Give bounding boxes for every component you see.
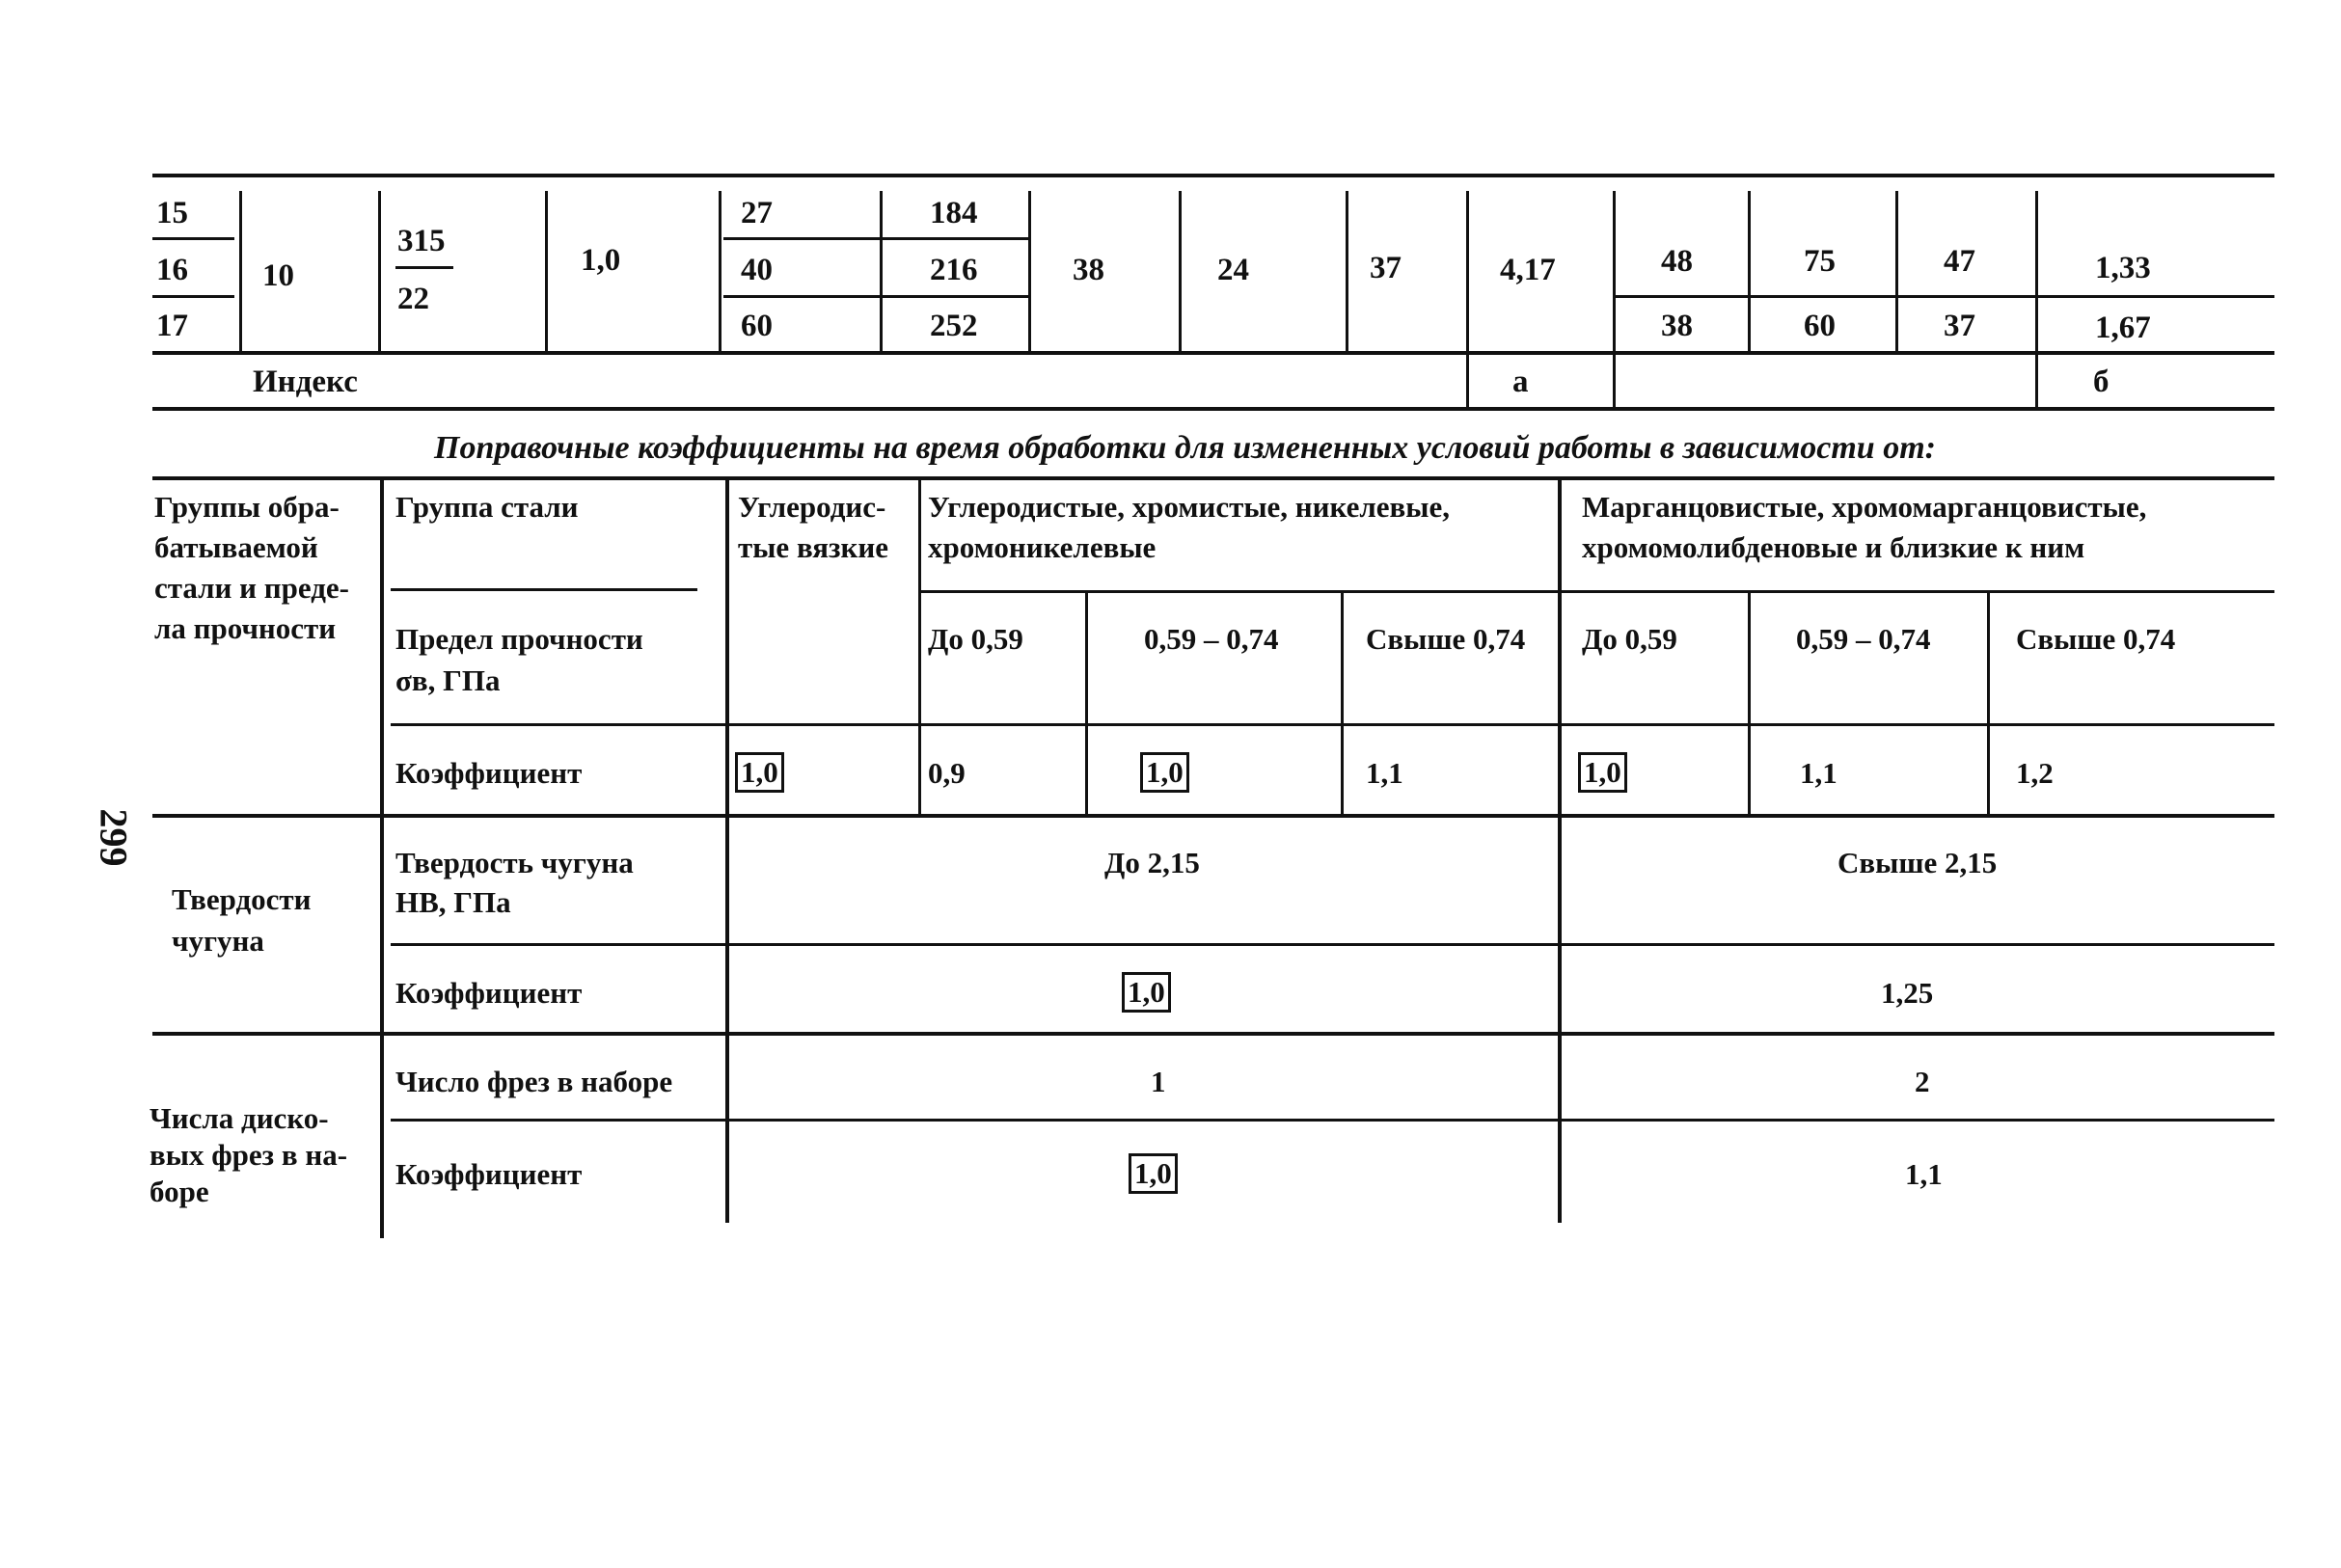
manganese-header-1: Марганцовистые, хромомарганцовистые, bbox=[1582, 490, 2147, 524]
range-6: Свыше 0,74 bbox=[2016, 622, 2176, 656]
cutter-label-3: боре bbox=[150, 1175, 209, 1208]
rule-index-bottom bbox=[152, 407, 2274, 411]
cutter-count-2: 2 bbox=[1915, 1065, 1930, 1098]
col56-sub-rule bbox=[723, 237, 1030, 240]
cutter-count-label: Число фрез в наборе bbox=[395, 1065, 673, 1098]
cell-col1-3: 17 bbox=[156, 309, 188, 343]
vrule bbox=[1987, 592, 1990, 814]
vrule bbox=[1085, 592, 1088, 814]
steel-coef-label: Коэффициент bbox=[395, 756, 583, 790]
rule-lower-top bbox=[152, 476, 2274, 480]
iron-coef-label: Коэффициент bbox=[395, 976, 583, 1010]
vrule bbox=[1179, 191, 1182, 351]
cutter-coef-1: 1,0 bbox=[1129, 1153, 1178, 1194]
cutter-label-1: Числа диско- bbox=[150, 1101, 329, 1135]
vrule bbox=[1466, 191, 1469, 409]
cell-col13-2: 37 bbox=[1944, 309, 1975, 343]
cell-col1-1: 15 bbox=[156, 196, 188, 230]
rule-header-split bbox=[391, 588, 697, 591]
col1-sub-rule bbox=[152, 295, 234, 298]
range-1: До 0,59 bbox=[928, 622, 1023, 656]
iron-coef-over: 1,25 bbox=[1881, 976, 1934, 1010]
vrule bbox=[2035, 191, 2038, 409]
rule-strength-bottom bbox=[391, 723, 2274, 726]
cell-col8: 24 bbox=[1217, 253, 1249, 287]
range-2: 0,59 – 0,74 bbox=[1144, 622, 1279, 656]
col3-fraction-rule bbox=[395, 266, 453, 269]
steel-group-header: Группа стали bbox=[395, 490, 579, 524]
vrule bbox=[1028, 191, 1031, 351]
vrule bbox=[719, 191, 721, 351]
cell-col14-1: 1,33 bbox=[2095, 251, 2151, 285]
cutter-label-2: вых фрез в на- bbox=[150, 1138, 348, 1172]
iron-label-1: Твердости bbox=[172, 882, 312, 916]
cell-col5-1: 27 bbox=[741, 196, 773, 230]
cell-col3-bottom: 22 bbox=[397, 282, 429, 316]
vrule bbox=[1748, 592, 1751, 814]
cutter-coef-label: Коэффициент bbox=[395, 1157, 583, 1191]
range-4: До 0,59 bbox=[1582, 622, 1677, 656]
range-3: Свыше 0,74 bbox=[1366, 622, 1526, 656]
cell-col2: 10 bbox=[262, 258, 294, 293]
vrule bbox=[725, 476, 729, 1223]
cell-col3-top: 315 bbox=[397, 224, 446, 258]
vrule bbox=[918, 476, 921, 814]
cell-col6-1: 184 bbox=[930, 196, 978, 230]
vrule bbox=[1613, 191, 1616, 409]
vrule bbox=[239, 191, 242, 351]
vrule bbox=[1748, 191, 1751, 351]
steel-group-label-1: Группы обра- bbox=[154, 490, 340, 524]
carbon-chrome-header-1: Углеродистые, хромистые, никелевые, bbox=[928, 490, 1450, 524]
manganese-header-2: хромомолибденовые и близкие к ним bbox=[1582, 530, 2085, 564]
vrule bbox=[1558, 476, 1562, 1223]
cell-col9: 37 bbox=[1370, 251, 1402, 285]
carbon-tough-2: тые вязкие bbox=[738, 530, 888, 564]
cell-col6-3: 252 bbox=[930, 309, 978, 343]
cell-col4: 1,0 bbox=[581, 243, 621, 278]
range-5: 0,59 – 0,74 bbox=[1796, 622, 1931, 656]
coef-cc-2: 1,0 bbox=[1140, 752, 1189, 793]
index-a: а bbox=[1512, 365, 1529, 399]
cell-col5-2: 40 bbox=[741, 253, 773, 287]
cell-col1-2: 16 bbox=[156, 253, 188, 287]
cell-col10: 4,17 bbox=[1500, 253, 1556, 287]
cell-col5-3: 60 bbox=[741, 309, 773, 343]
vrule bbox=[378, 191, 381, 351]
rule-row-main bbox=[152, 351, 2274, 355]
rule-iron-bottom bbox=[152, 1032, 2274, 1036]
rule-steel-bottom bbox=[152, 814, 2274, 818]
steel-group-label-2: батываемой bbox=[154, 530, 318, 564]
rule-header-split bbox=[921, 590, 2274, 593]
carbon-chrome-header-2: хромоникелевые bbox=[928, 530, 1157, 564]
coef-cc-1: 0,9 bbox=[928, 756, 966, 790]
cell-col12-2: 60 bbox=[1804, 309, 1836, 343]
cell-col7: 38 bbox=[1073, 253, 1104, 287]
strength-label-2: σв, ГПа bbox=[395, 663, 501, 697]
iron-coef-upto: 1,0 bbox=[1122, 972, 1171, 1013]
vrule bbox=[880, 191, 883, 351]
vrule bbox=[1895, 191, 1898, 351]
coef-mn-1: 1,0 bbox=[1578, 752, 1627, 793]
table-subtitle: Поправочные коэффициенты на время обработки для измененных условий работы в зависимости от: bbox=[434, 430, 1936, 466]
cell-col14-2: 1,67 bbox=[2095, 311, 2151, 345]
index-b: б bbox=[2093, 365, 2110, 399]
strength-label-1: Предел прочности bbox=[395, 622, 643, 656]
cutter-coef-2: 1,1 bbox=[1905, 1157, 1943, 1191]
col56-sub-rule bbox=[723, 295, 1030, 298]
rule-hardness-split bbox=[391, 943, 2274, 946]
steel-group-label-3: стали и преде- bbox=[154, 571, 349, 605]
coef-carbon-tough: 1,0 bbox=[735, 752, 784, 793]
hardness-upto: До 2,15 bbox=[1104, 846, 1200, 879]
coef-mn-3: 1,2 bbox=[2016, 756, 2054, 790]
coef-mn-2: 1,1 bbox=[1800, 756, 1837, 790]
steel-group-label-4: ла прочности bbox=[154, 611, 337, 645]
col11-14-sub-rule bbox=[1613, 295, 2274, 298]
rule-count-split bbox=[391, 1119, 2274, 1122]
carbon-tough-1: Углеродис- bbox=[738, 490, 886, 524]
col1-sub-rule bbox=[152, 237, 234, 240]
coef-cc-3: 1,1 bbox=[1366, 756, 1403, 790]
vrule bbox=[1346, 191, 1348, 351]
vrule bbox=[545, 191, 548, 351]
cutter-count-1: 1 bbox=[1151, 1065, 1166, 1098]
iron-label-2: чугуна bbox=[172, 924, 264, 958]
vrule bbox=[380, 476, 384, 1238]
cell-col11-1: 48 bbox=[1661, 244, 1693, 279]
cell-col12-1: 75 bbox=[1804, 244, 1836, 279]
cell-col13-1: 47 bbox=[1944, 244, 1975, 279]
hardness-label-1: Твердость чугуна bbox=[395, 846, 634, 879]
hardness-over: Свыше 2,15 bbox=[1837, 846, 1998, 879]
vrule bbox=[1341, 592, 1344, 814]
page-number: 299 bbox=[92, 808, 136, 867]
rule-top bbox=[152, 174, 2274, 177]
index-label: Индекс bbox=[253, 365, 358, 399]
cell-col11-2: 38 bbox=[1661, 309, 1693, 343]
cell-col6-2: 216 bbox=[930, 253, 978, 287]
hardness-label-2: НВ, ГПа bbox=[395, 885, 511, 919]
